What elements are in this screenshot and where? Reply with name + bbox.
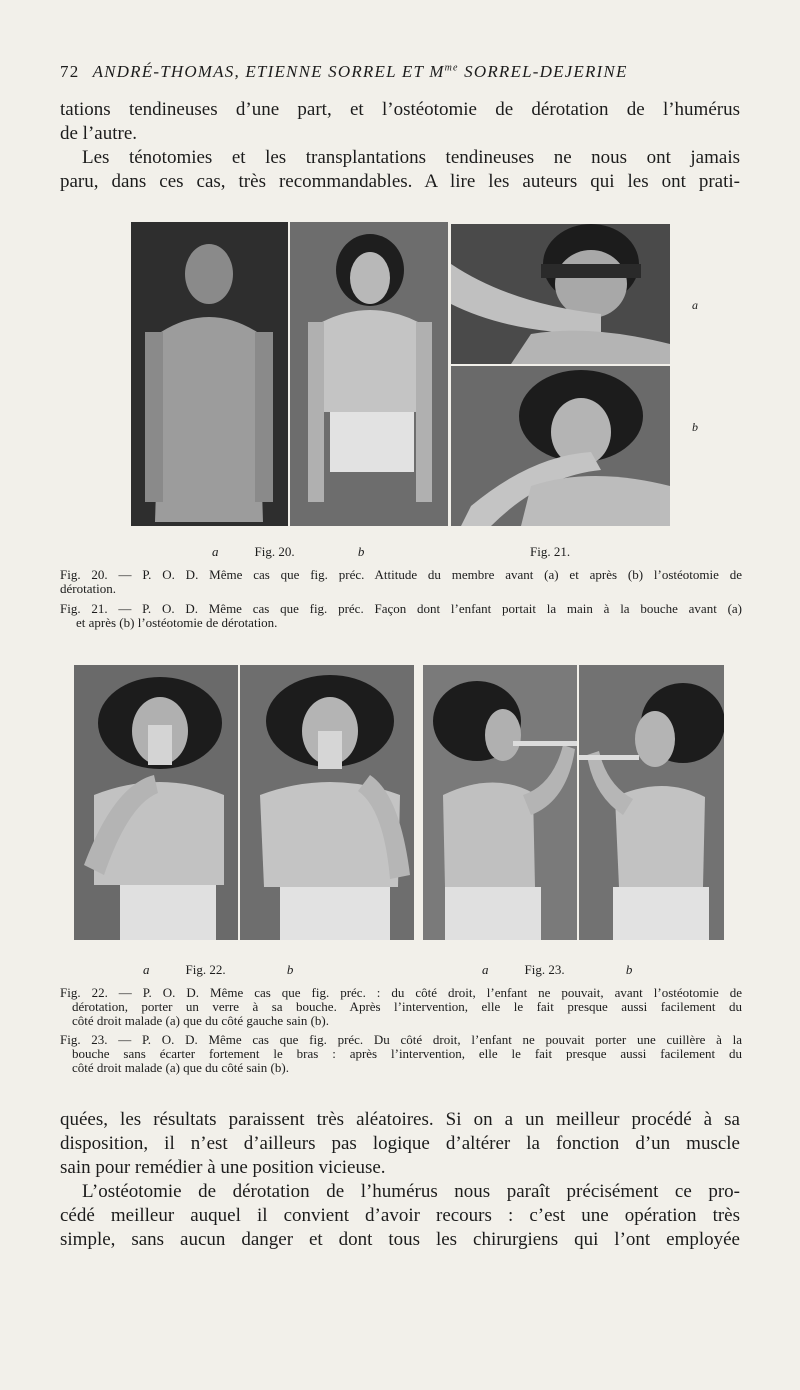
text-line: sain pour remédier à une position vicieuse. [60, 1157, 386, 1178]
fig21-label: Fig. 21. [530, 544, 571, 559]
photo-fig23-b [579, 665, 724, 940]
text-line: L’ostéotomie de dérotation de l’humérus nous paraît précisément ce pro- [82, 1181, 740, 1202]
caption-fig22 [60, 986, 742, 1028]
text-line: simple, sans aucun danger et dont tous les chirurgiens qui l’ont employée [60, 1229, 740, 1250]
fig20-sub-b: b [357, 544, 365, 559]
caption-line: côté droit malade (a) que du côté sain (b). [72, 1060, 289, 1075]
text-line: de l’autre. [60, 123, 138, 144]
fig23-sub-a: a [482, 962, 489, 977]
top-paragraph [60, 98, 740, 194]
caption-line: Fig. 22. — P. O. D. Même cas que fig. préc. : du côté droit, l’enfant ne pouvait, avant l’ostéotomie de [60, 985, 742, 1000]
text-line: tations tendineuses d’une part, et l’ostéotomie de dérotation de l’humérus [60, 99, 740, 120]
fig23-label: Fig. 23. [524, 962, 565, 977]
photo-fig21-a [451, 224, 670, 364]
caption-line: bouche sans écarter fortement le bras : après l’intervention, elle le fait presque aussi facilement du [72, 1046, 742, 1061]
caption-line: et après (b) l’ostéotomie de dérotation. [76, 615, 278, 630]
fig20-labels [212, 544, 400, 560]
caption-fig21 [60, 602, 742, 630]
fig22-labels [143, 962, 329, 978]
text-line: cédé meilleur auquel il convient d’avoir recours : c’est une opération très [60, 1205, 740, 1226]
photo-fig20-a [131, 222, 288, 526]
fig20-sub-a: a [212, 544, 219, 559]
caption-fig23 [60, 1033, 742, 1075]
caption-line: Fig. 23. — P. O. D. Même cas que fig. préc. Du côté droit, l’enfant ne pouvait porter une cuillère à la [60, 1032, 742, 1047]
caption-line: dérotation. [60, 581, 116, 596]
photo-label-a: a [692, 298, 698, 312]
page-number: 72 [60, 62, 80, 81]
bottom-paragraph [60, 1108, 740, 1252]
fig22-label: Fig. 22. [185, 962, 226, 977]
running-title: ANDRÉ-THOMAS, ETIENNE SORREL ET M [92, 62, 445, 81]
running-title-superscript: me [444, 62, 459, 74]
running-header [60, 62, 740, 82]
photo-fig21-b [451, 366, 670, 526]
caption-line: dérotation, porter un verre à sa bouche. Après l’intervention, elle le fait presque aussi facilement du [72, 999, 742, 1014]
fig23-sub-b: b [625, 962, 633, 977]
fig22-sub-a: a [143, 962, 150, 977]
photo-fig22-b [240, 665, 414, 940]
caption-line: Fig. 21. — P. O. D. Même cas que fig. préc. Façon dont l’enfant portait la main à la bouche avant (a) [60, 601, 742, 616]
caption-line: Fig. 20. — P. O. D. Même cas que fig. préc. Attitude du membre avant (a) et après (b) l’ostéotomie de [60, 567, 742, 582]
text-line: paru, dans ces cas, très recommandables. A lire les auteurs qui les ont prati- [60, 171, 740, 192]
fig23-labels [482, 962, 668, 978]
photo-label-b: b [692, 420, 698, 434]
photo-fig23-a [423, 665, 577, 940]
text-line: disposition, il n’est d’ailleurs pas logique d’altérer la fonction d’un muscle [60, 1133, 740, 1154]
fig20-label: Fig. 20. [254, 544, 295, 559]
photo-fig22-a [74, 665, 238, 940]
photo-fig20-b [290, 222, 448, 526]
caption-line: côté droit malade (a) que du côté gauche sain (b). [72, 1013, 329, 1028]
caption-fig20 [60, 568, 742, 596]
text-line: quées, les résultats paraissent très aléatoires. Si on a un meilleur procédé à sa [60, 1109, 740, 1130]
running-title-end: SORREL-DEJERINE [464, 62, 628, 81]
text-line: Les ténotomies et les transplantations tendineuses ne nous ont jamais [82, 147, 740, 168]
fig22-sub-b: b [286, 962, 294, 977]
